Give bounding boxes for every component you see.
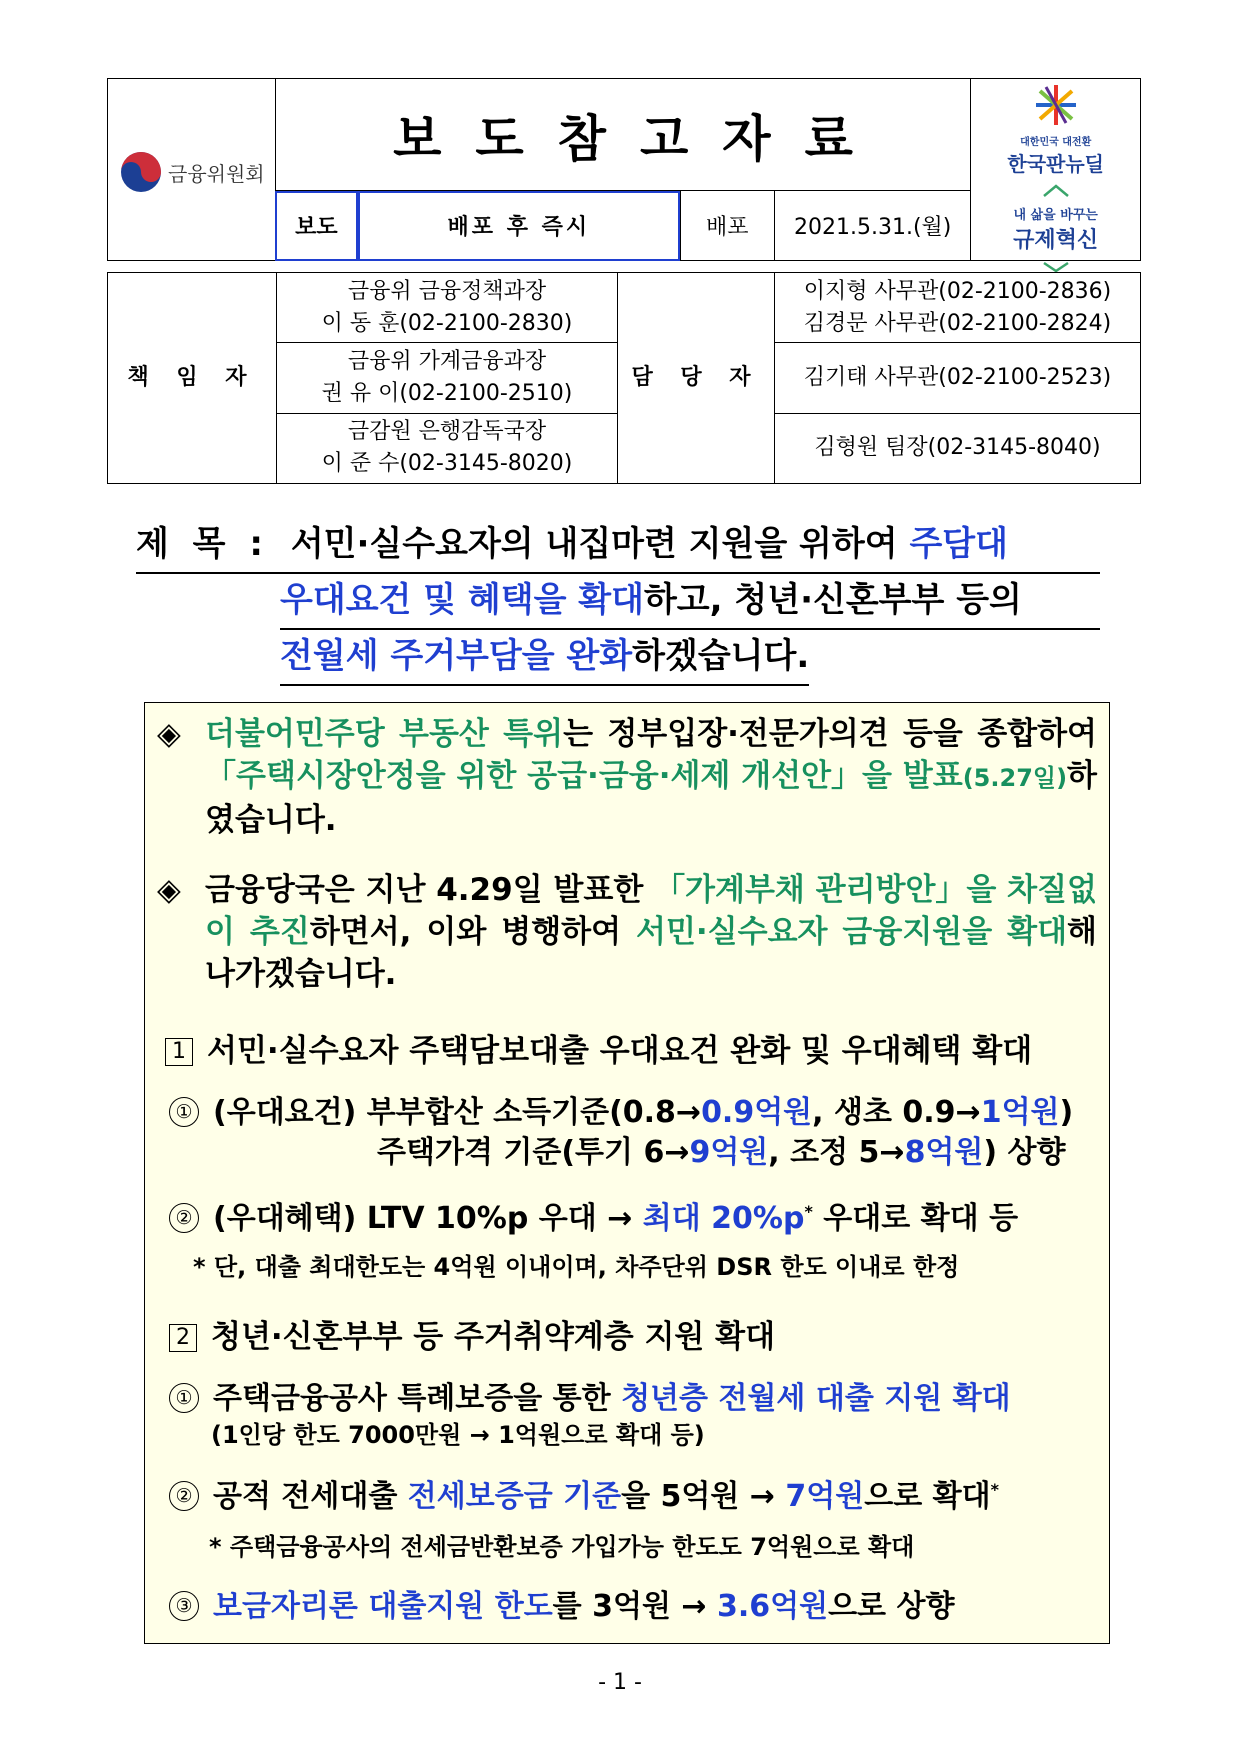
agency-logo-cell (108, 79, 276, 261)
taegeuk-icon (120, 151, 162, 193)
item-text: 주택금융공사 특례보증을 통한 (213, 1381, 622, 1416)
resp-title: 금융위 금융정책과장 (347, 278, 547, 304)
staff-cell-2 (775, 343, 1141, 413)
staff-contact: 김형원 팀장(02-3145-8040) (814, 435, 1101, 461)
s2-item-2 (169, 1471, 999, 1515)
body-text: 해 나가겠습니다. (205, 914, 1097, 992)
resp-title: 금감원 은행감독국장 (347, 419, 547, 445)
header-table (107, 78, 1141, 261)
item-text: , 조정 5→ (768, 1135, 905, 1170)
item-text: 을 5억원 → (621, 1479, 786, 1514)
item-number: ② (169, 1481, 199, 1511)
item-text: 주택가격 기준(투기 6→ (377, 1135, 690, 1170)
chevron-up-icon (1036, 184, 1076, 198)
new-deal-title: 한국판뉴딜 (1007, 152, 1104, 176)
section-title-text: 서민·실수요자 주택담보대출 우대요건 완화 및 우대혜택 확대 (207, 1033, 1033, 1069)
reg-innovation-logo (971, 179, 1140, 279)
subject-line-1 (136, 516, 1100, 574)
s1-note: * 단, 대출 최대한도는 4억원 이내이며, 차주단위 DSR 한도 이내로 한정 (193, 1253, 960, 1281)
resp-name: 이 동 훈(02-2100-2830) (321, 310, 573, 336)
fsc-logo (120, 151, 265, 193)
item-text: 공적 전세대출 (213, 1479, 408, 1514)
item-text: 우대로 확대 등 (812, 1201, 1019, 1236)
item-highlight: 최대 20%p (642, 1201, 805, 1236)
new-deal-tagline: 대한민국 대전환 (1020, 137, 1092, 148)
subject-line-3 (280, 628, 809, 686)
summary-box (144, 702, 1110, 1644)
page-number: - 1 - (598, 1670, 642, 1695)
body-text: 하면서, 이와 병행하여 (309, 914, 637, 950)
item-highlight: 전세보증금 기준 (407, 1479, 622, 1514)
new-deal-emblem-icon (1030, 83, 1082, 127)
subject-text: 하고, 청년·신혼부부 등의 (643, 580, 1022, 620)
resp-name: 권 유 이(02-2100-2510) (321, 380, 573, 406)
contacts-table (107, 272, 1141, 484)
release-timing: 배포 후 즉시 (358, 191, 681, 261)
subject-highlight: 주담대 (909, 524, 1008, 564)
staff-contact: 김기태 사무관(02-2100-2523) (803, 364, 1112, 390)
item-highlight: 보금자리론 대출지원 한도 (213, 1589, 553, 1624)
subject-text: 하겠습니다. (632, 636, 810, 676)
body-text: 하였습니다. (205, 758, 1097, 838)
reg-tagline: 내 삶을 바꾸는 (1013, 208, 1098, 223)
new-deal-logo (971, 83, 1140, 177)
highlight-text: 「주택시장안정을 위한 공급·금융·세제 개선안」을 발표 (205, 758, 963, 794)
resp-label: 책 임 자 (108, 273, 277, 484)
item-number: ① (169, 1097, 199, 1127)
s2-item-3 (169, 1581, 954, 1625)
item-text: 으로 확대 (864, 1479, 991, 1514)
resp-cell-3 (277, 413, 618, 483)
item-number: ② (169, 1203, 199, 1233)
item-text: , 생초 0.9→ (812, 1095, 981, 1130)
s1-item-2 (169, 1193, 1018, 1237)
resp-cell-1 (277, 273, 618, 343)
s2-item-1-detail: (1인당 한도 7000만원 → 1억원으로 확대 등) (211, 1421, 705, 1449)
item-highlight: 8억원 (904, 1135, 984, 1170)
item-highlight: 청년층 전월세 대출 지원 확대 (621, 1381, 1011, 1416)
s1-item-1-cont (377, 1127, 1066, 1171)
subject-highlight: 우대요건 및 혜택을 확대 (280, 580, 644, 620)
dist-label: 배포 (680, 191, 774, 261)
item-highlight: 0.9억원 (701, 1095, 813, 1130)
summary-paragraph-1 (157, 713, 1097, 841)
body-text: 금융당국은 지난 4.29일 발표한 (205, 872, 655, 908)
footnote-mark: * (804, 1202, 813, 1221)
section-1-title (165, 1025, 1032, 1070)
subject-text: 서민·실수요자의 내집마련 지원을 위하여 (290, 524, 910, 564)
resp-cell-2 (277, 343, 618, 413)
campaign-logos-cell (971, 79, 1141, 261)
highlight-text: (5.27일) (962, 764, 1068, 792)
item-highlight: 3.6억원 (716, 1589, 829, 1624)
doc-title-cell (275, 79, 971, 191)
summary-paragraph-2 (157, 869, 1097, 995)
s2-item-1 (169, 1373, 1011, 1417)
highlight-text: 더불어민주당 부동산 특위 (205, 716, 564, 752)
diamond-bullet-icon: ◈ (157, 716, 181, 752)
item-text: 으로 상향 (828, 1589, 955, 1624)
body-text: 는 정부입장·전문가의견 등을 종합하여 (563, 716, 1097, 752)
dist-date: 2021.5.31.(월) (775, 191, 971, 261)
item-text: (우대혜택) LTV 10%p 우대 → (213, 1201, 643, 1236)
item-highlight: 7억원 (785, 1479, 865, 1514)
staff-cell-3 (775, 413, 1141, 483)
item-number: ① (169, 1383, 199, 1413)
s2-note: * 주택금융공사의 전세금반환보증 가입가능 한도도 7억원으로 확대 (209, 1533, 915, 1561)
section-title-text: 청년·신혼부부 등 주거취약계층 지원 확대 (211, 1319, 776, 1355)
staff-contact: 김경문 사무관(02-2100-2824) (803, 310, 1112, 336)
item-text: (우대요건) 부부합산 소득기준(0.8→ (213, 1095, 702, 1130)
doc-title: 보도참고자료 (393, 109, 887, 168)
subject-highlight: 전월세 주거부담을 완화 (280, 636, 633, 676)
staff-cell-1 (775, 273, 1141, 343)
item-text: 를 3억원 → (552, 1589, 717, 1624)
footnote-mark: * (990, 1480, 999, 1499)
item-highlight: 1억원 (980, 1095, 1060, 1130)
highlight-text: 「가계부채 관리방안」을 차질없이 추진 (205, 872, 1097, 950)
agency-name: 금융위원회 (168, 161, 265, 186)
section-number: 1 (165, 1038, 193, 1066)
item-text: ) (1059, 1095, 1074, 1130)
item-highlight: 9억원 (689, 1135, 769, 1170)
subject-label: 제 목 : (136, 524, 269, 564)
release-label: 보도 (275, 191, 357, 261)
highlight-text: 서민·실수요자 금융지원을 확대 (636, 914, 1068, 950)
resp-title: 금융위 가계금융과장 (347, 348, 547, 374)
staff-label: 담 당 자 (618, 273, 775, 484)
s1-item-1 (169, 1087, 1073, 1131)
resp-name: 이 준 수(02-3145-8020) (321, 451, 573, 477)
reg-title: 규제혁신 (1013, 228, 1099, 253)
section-number: 2 (169, 1324, 197, 1352)
item-text: ) 상향 (983, 1135, 1066, 1170)
diamond-bullet-icon: ◈ (157, 872, 181, 908)
subject-line-2 (280, 572, 1100, 630)
section-2-title (169, 1311, 775, 1356)
staff-contact: 이지형 사무관(02-2100-2836) (803, 278, 1112, 304)
item-number: ③ (169, 1591, 199, 1621)
